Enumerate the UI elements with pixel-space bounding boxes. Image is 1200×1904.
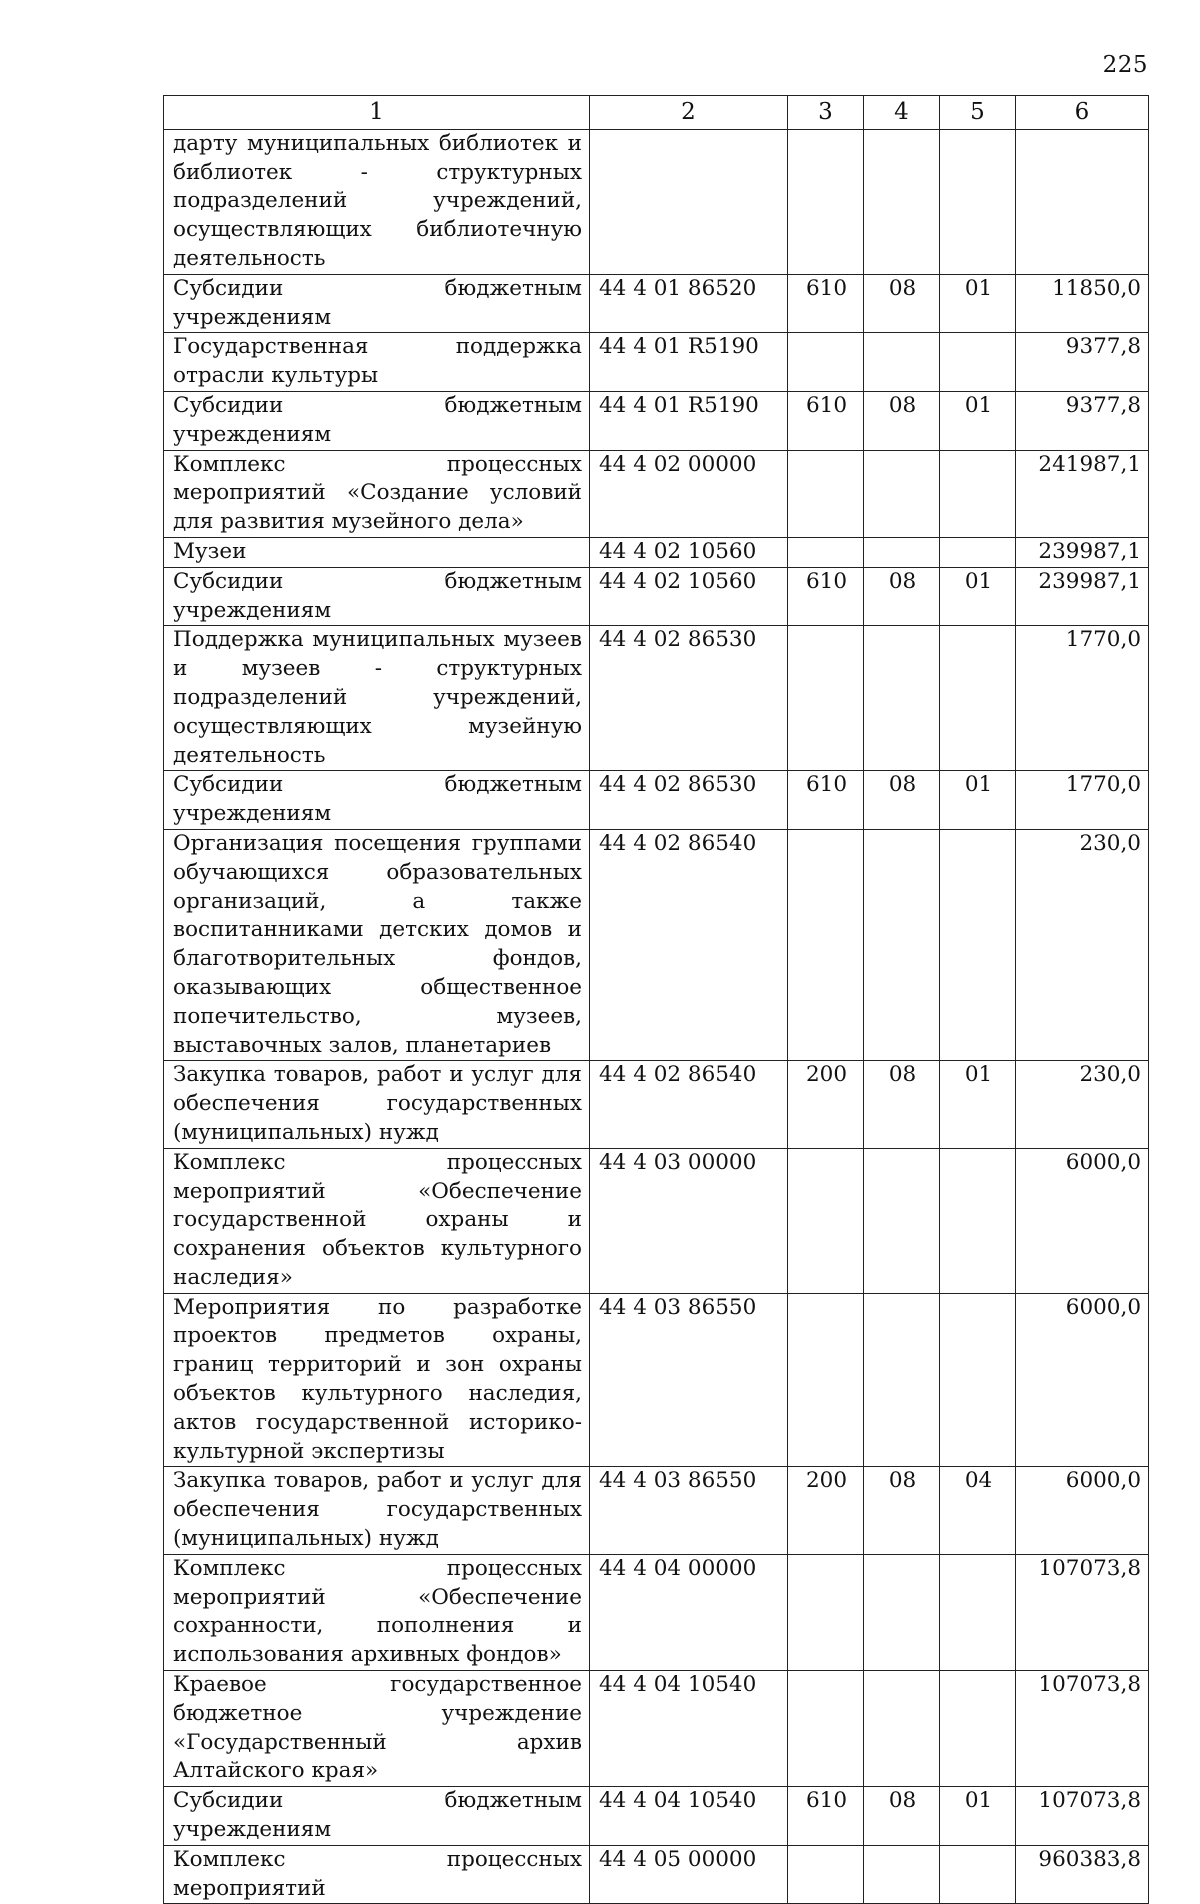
row-col5-cell: 01 [940,1787,1016,1846]
row-col4-cell [864,1671,940,1787]
row-amount-cell: 230,0 [1016,829,1149,1060]
row-col5-cell [940,1293,1016,1467]
row-amount-cell: 960383,8 [1016,1845,1149,1904]
row-code-cell: 44 4 03 86550 [590,1467,788,1554]
row-code-cell: 44 4 02 10560 [590,567,788,626]
row-col5-cell: 04 [940,1467,1016,1554]
table-row [164,567,1149,626]
row-code-cell: 44 4 04 00000 [590,1554,788,1670]
row-col4-cell [864,333,940,392]
row-code-cell: 44 4 02 86530 [590,771,788,830]
table-row [164,829,1149,1060]
budget-table [163,95,1149,1904]
row-code-cell: 44 4 02 00000 [590,450,788,537]
row-code-cell: 44 4 04 10540 [590,1671,788,1787]
row-name-cell: дарту муниципальных библиотек и библиотек - структурных подразделений учреждений, осуществляющих библиотечную деятельность [164,129,590,274]
row-col3-cell [788,129,864,274]
row-col4-cell: 08 [864,274,940,333]
row-col3-cell: 610 [788,567,864,626]
row-code-cell: 44 4 02 10560 [590,537,788,567]
row-col4-cell [864,1554,940,1670]
table-row [164,1787,1149,1846]
row-amount-cell: 107073,8 [1016,1787,1149,1846]
row-col3-cell [788,829,864,1060]
row-name-cell: Закупка товаров, работ и услуг для обеспечения государственных (муниципальных) нужд [164,1467,590,1554]
table-row [164,333,1149,392]
row-code-cell: 44 4 04 10540 [590,1787,788,1846]
row-amount-cell: 239987,1 [1016,567,1149,626]
row-col5-cell: 01 [940,274,1016,333]
row-col4-cell: 08 [864,771,940,830]
row-col3-cell [788,537,864,567]
column-header-6: 6 [1016,96,1149,130]
row-col3-cell [788,1845,864,1904]
row-name-cell: Закупка товаров, работ и услуг для обеспечения государственных (муниципальных) нужд [164,1061,590,1148]
row-col5-cell [940,129,1016,274]
table-row [164,1061,1149,1148]
row-amount-cell [1016,129,1149,274]
row-code-cell: 44 4 03 00000 [590,1148,788,1293]
column-header-2: 2 [590,96,788,130]
row-col4-cell: 08 [864,1467,940,1554]
row-name-cell: Комплекс процессных мероприятий [164,1845,590,1904]
row-col4-cell [864,626,940,771]
row-name-cell: Организация посещения группами обучающихся образовательных организаций, а также воспитанниками детских домов и благотворительных фондов, оказывающих общественное попечительство, музеев, выставочных залов, планетариев [164,829,590,1060]
row-col4-cell [864,1293,940,1467]
row-name-cell: Субсидии бюджетным учреждениям [164,1787,590,1846]
table-row [164,450,1149,537]
row-col4-cell [864,537,940,567]
row-col4-cell: 08 [864,1061,940,1148]
table-header [164,96,1149,130]
row-col5-cell [940,1554,1016,1670]
row-amount-cell: 9377,8 [1016,333,1149,392]
table-row [164,771,1149,830]
table-row [164,274,1149,333]
row-col5-cell: 01 [940,567,1016,626]
row-amount-cell: 6000,0 [1016,1148,1149,1293]
row-col5-cell [940,1148,1016,1293]
row-name-cell: Музеи [164,537,590,567]
row-amount-cell: 11850,0 [1016,274,1149,333]
row-code-cell: 44 4 02 86530 [590,626,788,771]
row-col5-cell [940,1671,1016,1787]
row-amount-cell: 1770,0 [1016,771,1149,830]
row-col3-cell [788,1671,864,1787]
row-col4-cell [864,829,940,1060]
row-col3-cell: 610 [788,771,864,830]
row-amount-cell: 107073,8 [1016,1671,1149,1787]
row-code-cell: 44 4 01 R5190 [590,333,788,392]
row-amount-cell: 107073,8 [1016,1554,1149,1670]
row-col5-cell: 01 [940,1061,1016,1148]
row-code-cell: 44 4 03 86550 [590,1293,788,1467]
table-row [164,1845,1149,1904]
row-name-cell: Государственная поддержка отрасли культуры [164,333,590,392]
row-col3-cell: 610 [788,274,864,333]
row-code-cell: 44 4 02 86540 [590,1061,788,1148]
row-col5-cell [940,537,1016,567]
column-header-1: 1 [164,96,590,130]
row-code-cell: 44 4 01 R5190 [590,391,788,450]
header-row [164,96,1149,130]
row-col3-cell [788,1554,864,1670]
row-col3-cell: 610 [788,1787,864,1846]
row-col5-cell [940,450,1016,537]
column-header-5: 5 [940,96,1016,130]
row-name-cell: Поддержка муниципальных музеев и музеев - структурных подразделений учреждений, осуществляющих музейную деятельность [164,626,590,771]
row-amount-cell: 1770,0 [1016,626,1149,771]
page-number: 225 [1102,52,1148,78]
row-col4-cell [864,129,940,274]
table-row [164,1148,1149,1293]
row-amount-cell: 6000,0 [1016,1467,1149,1554]
row-col4-cell [864,1148,940,1293]
table-row [164,391,1149,450]
row-col5-cell: 01 [940,391,1016,450]
row-code-cell: 44 4 05 00000 [590,1845,788,1904]
table-row [164,1293,1149,1467]
table-row [164,1554,1149,1670]
table-row [164,626,1149,771]
row-col3-cell [788,450,864,537]
row-code-cell: 44 4 02 86540 [590,829,788,1060]
row-amount-cell: 230,0 [1016,1061,1149,1148]
row-col3-cell: 200 [788,1467,864,1554]
column-header-3: 3 [788,96,864,130]
row-col4-cell: 08 [864,391,940,450]
row-code-cell: 44 4 01 86520 [590,274,788,333]
row-name-cell: Комплекс процессных мероприятий «Обеспечение сохранности, пополнения и использования архивных фондов» [164,1554,590,1670]
table-row [164,537,1149,567]
row-amount-cell: 241987,1 [1016,450,1149,537]
row-name-cell: Комплекс процессных мероприятий «Обеспечение государственной охраны и сохранения объектов культурного наследия» [164,1148,590,1293]
row-name-cell: Комплекс процессных мероприятий «Создание условий для развития музейного дела» [164,450,590,537]
row-col3-cell: 200 [788,1061,864,1148]
table-row [164,1671,1149,1787]
row-name-cell: Мероприятия по разработке проектов предметов охраны, границ территорий и зон охраны объектов культурного наследия, актов государственной историко-культурной экспертизы [164,1293,590,1467]
row-name-cell: Субсидии бюджетным учреждениям [164,274,590,333]
row-amount-cell: 9377,8 [1016,391,1149,450]
row-col3-cell: 610 [788,391,864,450]
row-col4-cell: 08 [864,567,940,626]
row-col5-cell [940,626,1016,771]
row-col3-cell [788,1293,864,1467]
row-name-cell: Субсидии бюджетным учреждениям [164,771,590,830]
row-col5-cell [940,1845,1016,1904]
row-col3-cell [788,333,864,392]
row-col5-cell [940,333,1016,392]
table-body [164,129,1149,1904]
row-name-cell: Краевое государственное бюджетное учреждение «Государственный архив Алтайского края» [164,1671,590,1787]
column-header-4: 4 [864,96,940,130]
row-name-cell: Субсидии бюджетным учреждениям [164,391,590,450]
row-col4-cell [864,450,940,537]
table-row [164,1467,1149,1554]
row-col5-cell [940,829,1016,1060]
row-col3-cell [788,626,864,771]
row-name-cell: Субсидии бюджетным учреждениям [164,567,590,626]
row-code-cell [590,129,788,274]
row-amount-cell: 6000,0 [1016,1293,1149,1467]
row-col5-cell: 01 [940,771,1016,830]
table-row [164,129,1149,274]
row-col3-cell [788,1148,864,1293]
row-amount-cell: 239987,1 [1016,537,1149,567]
row-col4-cell: 08 [864,1787,940,1846]
row-col4-cell [864,1845,940,1904]
